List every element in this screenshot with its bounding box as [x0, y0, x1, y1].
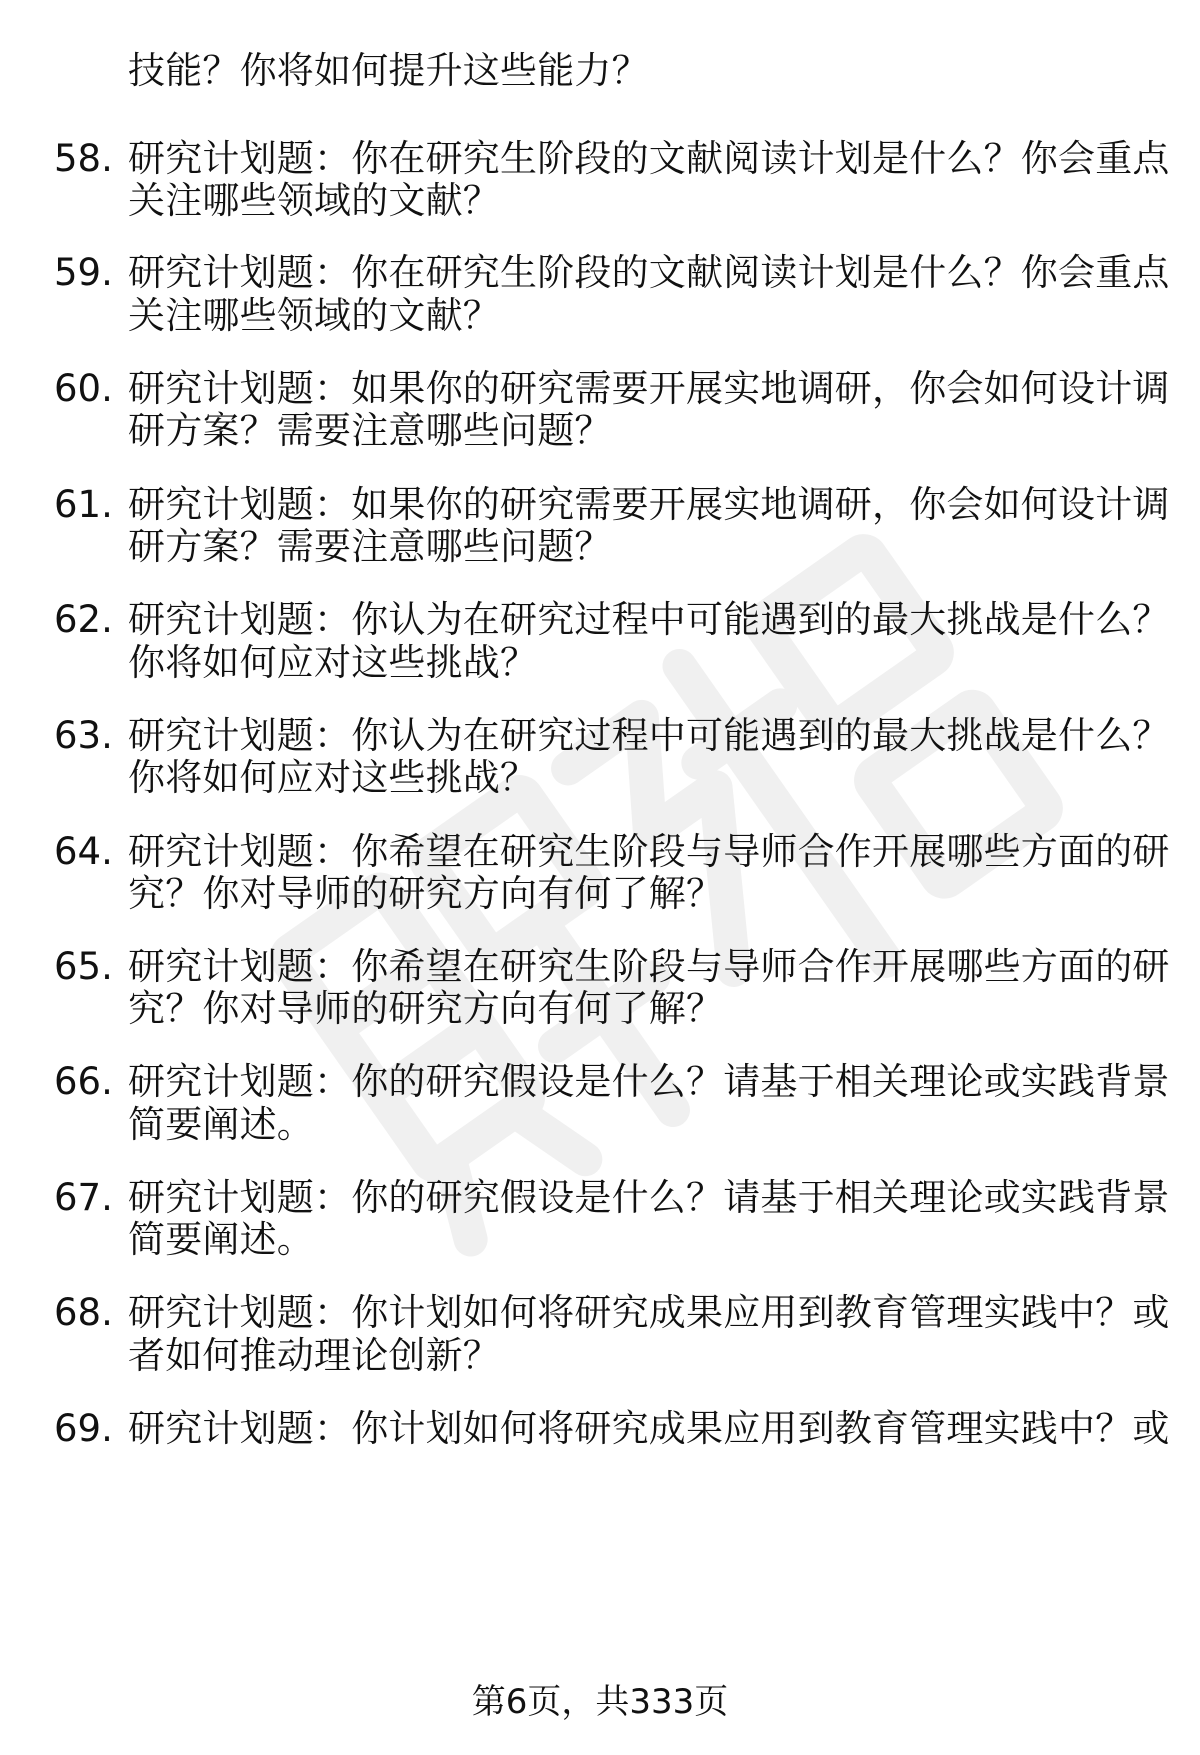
- question-text-continuation: 你将如何应对这些挑战？: [128, 641, 538, 684]
- question-text-continuation: 关注哪些领域的文献？: [128, 179, 500, 222]
- question-text-continuation: 究？你对导师的研究方向有何了解？: [128, 987, 724, 1030]
- question-number: 62.: [54, 598, 113, 641]
- question-text-continuation: 研方案？需要注意哪些问题？: [128, 525, 612, 568]
- question-text: 研究计划题：你的研究假设是什么？请基于相关理论或实践背景: [128, 1176, 1170, 1219]
- question-text-continuation: 你将如何应对这些挑战？: [128, 756, 538, 799]
- question-text: 研究计划题：你计划如何将研究成果应用到教育管理实践中？或: [128, 1407, 1170, 1450]
- question-text-continuation: 关注哪些领域的文献？: [128, 294, 500, 337]
- question-text-continuation: 简要阐述。: [128, 1218, 314, 1261]
- question-text: 研究计划题：你在研究生阶段的文献阅读计划是什么？你会重点: [128, 137, 1170, 180]
- question-text-continuation: 究？你对导师的研究方向有何了解？: [128, 872, 724, 915]
- question-number: 64.: [54, 830, 113, 873]
- question-text: 研究计划题：你认为在研究过程中可能遇到的最大挑战是什么？: [128, 598, 1170, 641]
- question-text: 研究计划题：你计划如何将研究成果应用到教育管理实践中？或: [128, 1291, 1170, 1334]
- question-number: 61.: [54, 483, 113, 526]
- question-text: 研究计划题：你希望在研究生阶段与导师合作开展哪些方面的研: [128, 830, 1170, 873]
- question-text: 研究计划题：你在研究生阶段的文献阅读计划是什么？你会重点: [128, 251, 1170, 294]
- question-number: 63.: [54, 714, 113, 757]
- question-number: 65.: [54, 945, 113, 988]
- question-number: 69.: [54, 1407, 113, 1450]
- question-text: 研究计划题：如果你的研究需要开展实地调研，你会如何设计调: [128, 483, 1170, 526]
- question-number: 58.: [54, 137, 113, 180]
- question-text: 研究计划题：如果你的研究需要开展实地调研，你会如何设计调: [128, 367, 1170, 410]
- question-text-continuation: 简要阐述。: [128, 1103, 314, 1146]
- question-number: 67.: [54, 1176, 113, 1219]
- question-text: 研究计划题：你的研究假设是什么？请基于相关理论或实践背景: [128, 1060, 1170, 1103]
- question-text-continuation: 研方案？需要注意哪些问题？: [128, 409, 612, 452]
- question-number: 68.: [54, 1291, 113, 1334]
- question-text: 研究计划题：你希望在研究生阶段与导师合作开展哪些方面的研: [128, 945, 1170, 988]
- question-number: 60.: [54, 367, 113, 410]
- question-text-continuation: 者如何推动理论创新？: [128, 1334, 500, 1377]
- question-text-continuation: 技能？你将如何提升这些能力？: [128, 49, 649, 92]
- page-number-footer: 第6页，共333页: [471, 1682, 729, 1722]
- question-text: 研究计划题：你认为在研究过程中可能遇到的最大挑战是什么？: [128, 714, 1170, 757]
- question-number: 59.: [54, 251, 113, 294]
- question-number: 66.: [54, 1060, 113, 1103]
